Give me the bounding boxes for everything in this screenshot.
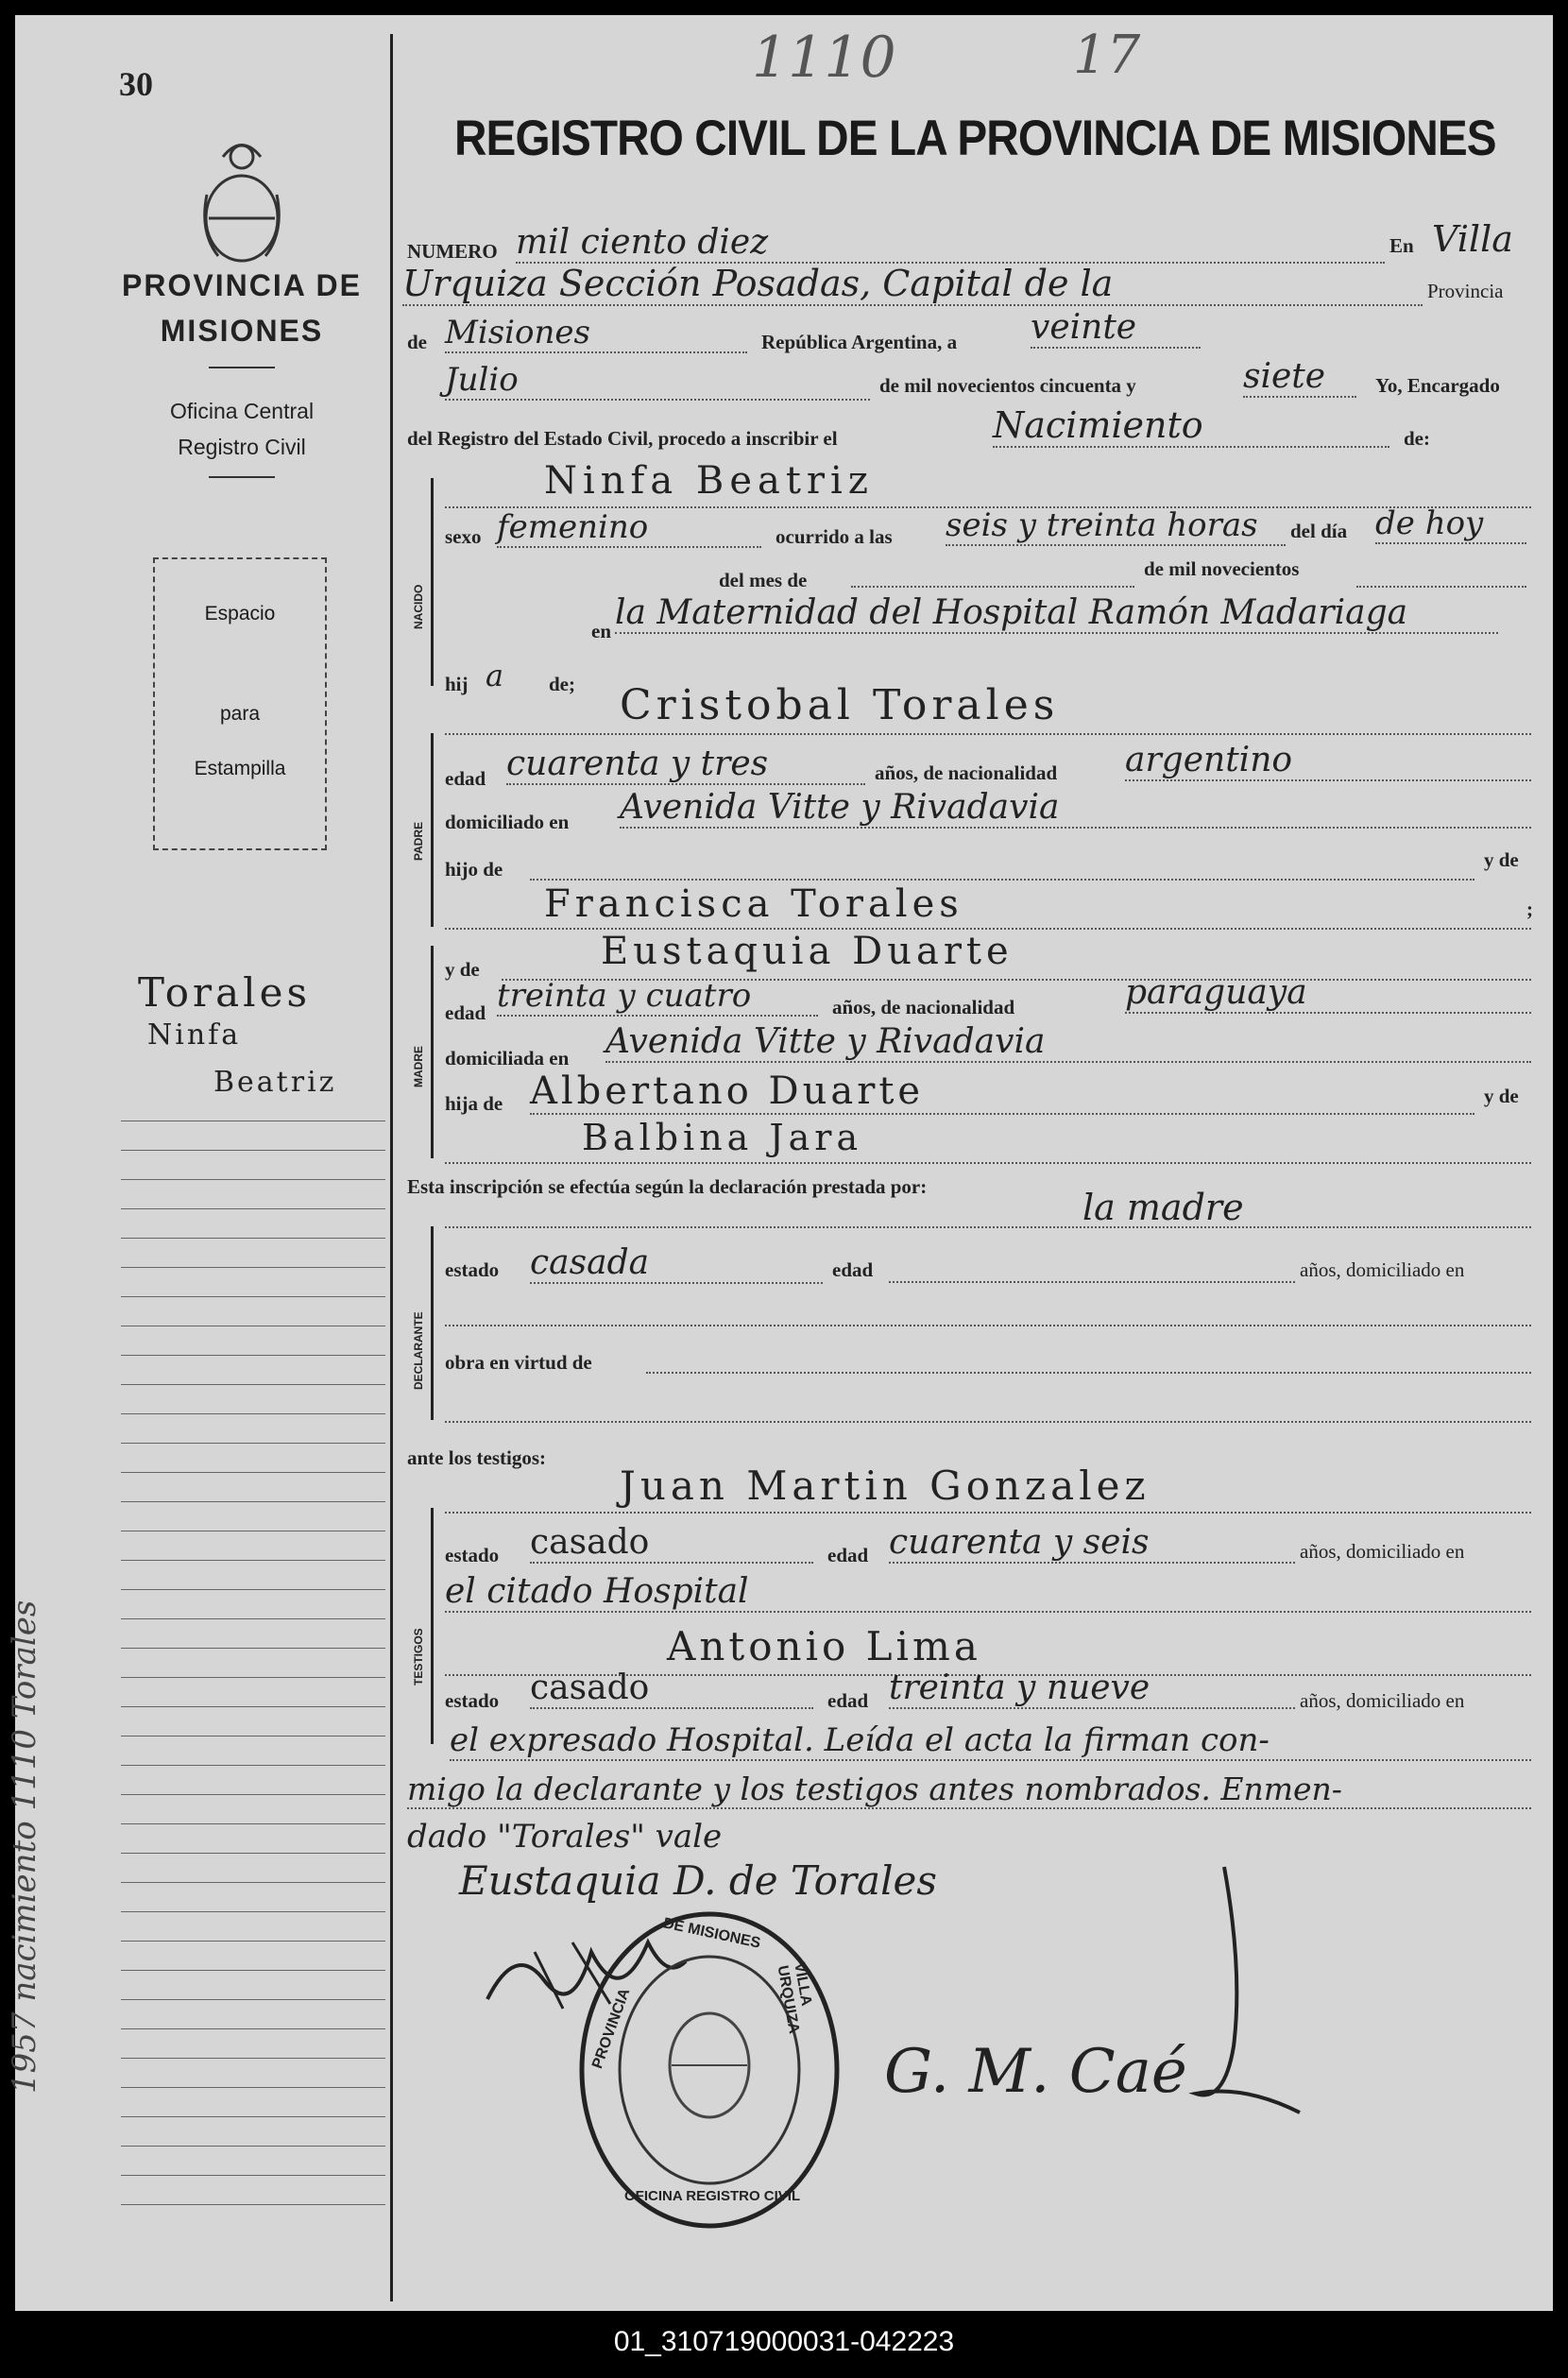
block-rule [431,1508,434,1744]
madre-nac: paraguaya [1125,973,1531,1014]
anios-dom-label: años, domiciliado en [1300,1258,1465,1281]
margin-rule-line [121,1208,385,1209]
margin-rule-line [121,1296,385,1297]
declarante-value: la madre [1082,1187,1244,1228]
margin-rule-line [121,1179,385,1180]
madre-edad-label: edad [445,1001,486,1024]
margin-rule-line [121,1823,385,1824]
footer-id: 01_310719000031-042223 [613,2326,955,2357]
margin-rule-line [121,1970,385,1971]
stray-number: 1110 [752,25,896,91]
mes-value: Julio [445,361,870,401]
seal-right-text: VILLA URQUIZA [774,1961,814,2035]
office-seal [572,1905,846,2235]
madre-dom: Avenida Vitte y Rivadavia [605,1022,1531,1063]
firma-encargado: G. M. Caé [884,2037,1187,2107]
margin-rule-line [121,1560,385,1561]
margin-rule-line [121,2175,385,2176]
margin-ruled-lines [121,1121,385,2226]
block-rule [431,478,434,686]
rule [1356,586,1526,588]
firma-madre: Eustaquia D. de Torales [459,1857,937,1904]
margin-second-name: Beatriz [213,1066,337,1099]
y-de3-label: y de [1484,1085,1519,1107]
sexo-value: femenino [497,508,761,548]
anio-value: siete [1243,357,1356,398]
closing-line-1: el expresado Hospital. Leída el acta la firman con- [450,1721,1531,1761]
rule [889,1281,1295,1283]
divider [209,476,275,478]
stamp-box-line-3: Estampilla [194,758,286,779]
margin-rule-line [121,1999,385,2000]
edad2-label: edad [832,1258,874,1281]
margin-rule-line [121,1355,385,1356]
mil-label: de mil novecientos cincuenta y [879,374,1136,397]
de-value: Misiones [445,314,747,353]
margin-scrawl: 1957 nacimiento 1110 Torales [6,1600,43,2094]
estado-label: estado [445,1258,500,1281]
margin-rule-line [121,1501,385,1502]
rule [445,1226,1531,1228]
rule [851,586,1134,588]
del-dia-label: del día [1290,520,1348,542]
testigo1-nombre: Juan Martin Gonzalez [620,1463,1150,1509]
t1-dom: el citado Hospital [445,1572,1531,1613]
margin-rule-line [121,2146,385,2147]
margin-rule-line [121,2028,385,2029]
provincia-label: Provincia [1427,280,1504,302]
numero-value: mil ciento diez [516,223,1385,264]
child-name: Ninfa Beatriz [544,459,874,503]
hij-value: a [486,658,504,693]
tipo-value: Nacimiento [993,404,1389,448]
hora-value: seis y treinta horas [946,506,1286,546]
rule [646,1372,1531,1374]
t1-anios-dom-label: años, domiciliado en [1300,1540,1465,1563]
closing-line-3: dado "Torales" vale [407,1818,723,1856]
rule [445,733,1531,735]
rule [445,1162,1531,1164]
de3-label: de; [549,673,575,695]
hija-de-label: hija de [445,1092,503,1115]
madre-side-label: MADRE [412,1046,425,1087]
abuelo-materno: Albertano Duarte [530,1069,1474,1115]
del-registro-label: del Registro del Estado Civil, procedo a inscribir el [407,427,838,450]
hij-label: hij [445,673,469,695]
coat-of-arms-icon [190,128,294,270]
domiciliado-label: domiciliado en [445,811,570,833]
margin-rule-line [121,1472,385,1473]
stamp-box-line-1: Espacio [204,603,276,624]
t1-edad: cuarenta y seis [889,1523,1295,1564]
margin-rule-line [121,1677,385,1678]
page-title: REGISTRO CIVIL DE LA PROVINCIA DE MISIONES [454,111,1496,166]
rule [445,1512,1531,1514]
en-value: Villa [1432,218,1513,260]
abuela-materna: Balbina Jara [582,1117,863,1158]
stray-mark: 17 [1073,25,1141,86]
seal-top-text: DE MISIONES [661,1915,762,1952]
republica-label: República Argentina, a [761,331,958,353]
place-value: Urquiza Sección Posadas, Capital de la [402,263,1423,306]
margin-rule-line [121,1618,385,1619]
madre-nombre: Eustaquia Duarte [601,930,1014,973]
margin-rule-line [121,1794,385,1795]
margin-rule-line [121,2204,385,2205]
divider [209,367,275,368]
margin-rule-line [121,1267,385,1268]
margin-rule-line [121,1384,385,1385]
margin-rule-line [121,1238,385,1239]
del-dia-value: de hoy [1375,505,1526,544]
rule [530,879,1474,881]
margin-first-name: Ninfa [147,1018,242,1052]
dia-value: veinte [1031,308,1201,349]
t2-anios-dom-label: años, domiciliado en [1300,1689,1465,1712]
padre-edad: cuarenta y tres [506,744,865,785]
yo-label: Yo, Encargado [1375,374,1500,397]
margin-rule-line [121,1911,385,1912]
block-rule [431,733,434,927]
t1-estado-label: estado [445,1544,500,1566]
signature-flourish [1186,1857,1319,2141]
closing-line-2: migo la declarante y los testigos antes nombrados. Enmen- [407,1771,1531,1809]
seal-left-text: PROVINCIA [589,1986,634,2071]
y-de-label: y de [1484,848,1519,871]
margin-rule-line [121,2087,385,2088]
t1-estado: casado [530,1523,813,1564]
testigo2-nombre: Antonio Lima [667,1623,981,1669]
margin-rule-line [121,1150,385,1151]
margin-rule-line [121,1706,385,1707]
de-label: de [407,331,427,353]
testigos-side-label: TESTIGOS [412,1628,425,1685]
hijo-de-label: hijo de [445,858,503,881]
block-rule [431,946,434,1158]
abuelo-paterno: Francisca Torales [544,882,963,926]
office-label: Oficina Central Registro Civil [169,399,315,459]
padre-nombre: Cristobal Torales [620,681,1060,729]
de-mil-label: de mil novecientos [1144,557,1300,580]
en-label: En [1389,234,1414,257]
margin-rule-line [121,1589,385,1590]
t2-estado-label: estado [445,1689,500,1712]
declarante-side-label: DECLARANTE [412,1311,425,1390]
page-number: 30 [119,65,153,103]
margin-rule-line [121,1648,385,1649]
rule [445,1325,1531,1326]
t2-edad: treinta y nueve [889,1668,1295,1709]
de2-label: de: [1404,427,1430,450]
t2-estado: casado [530,1668,813,1709]
margin-rule-line [121,1882,385,1883]
margin-rule-line [121,1941,385,1942]
stamp-box [153,557,327,850]
inscripcion-label: Esta inscripción se efectúa según la declaración prestada por: [407,1175,928,1198]
en2-label: en [591,620,611,642]
y-de2-label: y de [445,958,480,981]
margin-rule-line [121,1413,385,1414]
seal-bottom-text: OFICINA REGISTRO CIVIL [624,2188,801,2204]
padre-side-label: PADRE [412,821,425,861]
province-label: PROVINCIA DE MISIONES [122,268,362,348]
t1-edad-label: edad [827,1544,869,1566]
stamp-box-line-2: para [219,703,261,725]
madre-edad: treinta y cuatro [497,977,818,1017]
declarante-estado: casada [530,1243,823,1284]
margin-surname: Torales [138,969,311,1016]
padre-nac: argentino [1125,741,1531,781]
madre-anios-nac-label: años, de nacionalidad [832,996,1015,1018]
t2-edad-label: edad [827,1689,869,1712]
edad-label: edad [445,767,486,790]
block-rule [431,1226,434,1420]
obra-label: obra en virtud de [445,1351,592,1374]
lugar-value: la Maternidad del Hospital Ramón Madariaga [615,593,1498,634]
margin-rule-line [121,2058,385,2059]
anios-nac-label: años, de nacionalidad [875,761,1058,784]
del-mes-label: del mes de [719,569,808,591]
column-rule [390,34,393,2301]
margin-rule-line [121,2116,385,2117]
margin-rule-line [121,1765,385,1766]
ocurrido-label: ocurrido a las [775,525,893,548]
margin-rule-line [121,1443,385,1444]
sexo-label: sexo [445,525,482,548]
record-page [6,15,1553,2311]
domiciliada-label: domiciliada en [445,1047,570,1069]
numero-label: NUMERO [407,240,498,263]
nacido-side-label: NACIDO [412,584,425,629]
padre-dom: Avenida Vitte y Rivadavia [620,788,1531,829]
rule [445,1421,1531,1423]
testigos-label: ante los testigos: [407,1446,546,1469]
margin-rule-line [121,1853,385,1854]
semicolon: ; [1526,898,1533,920]
